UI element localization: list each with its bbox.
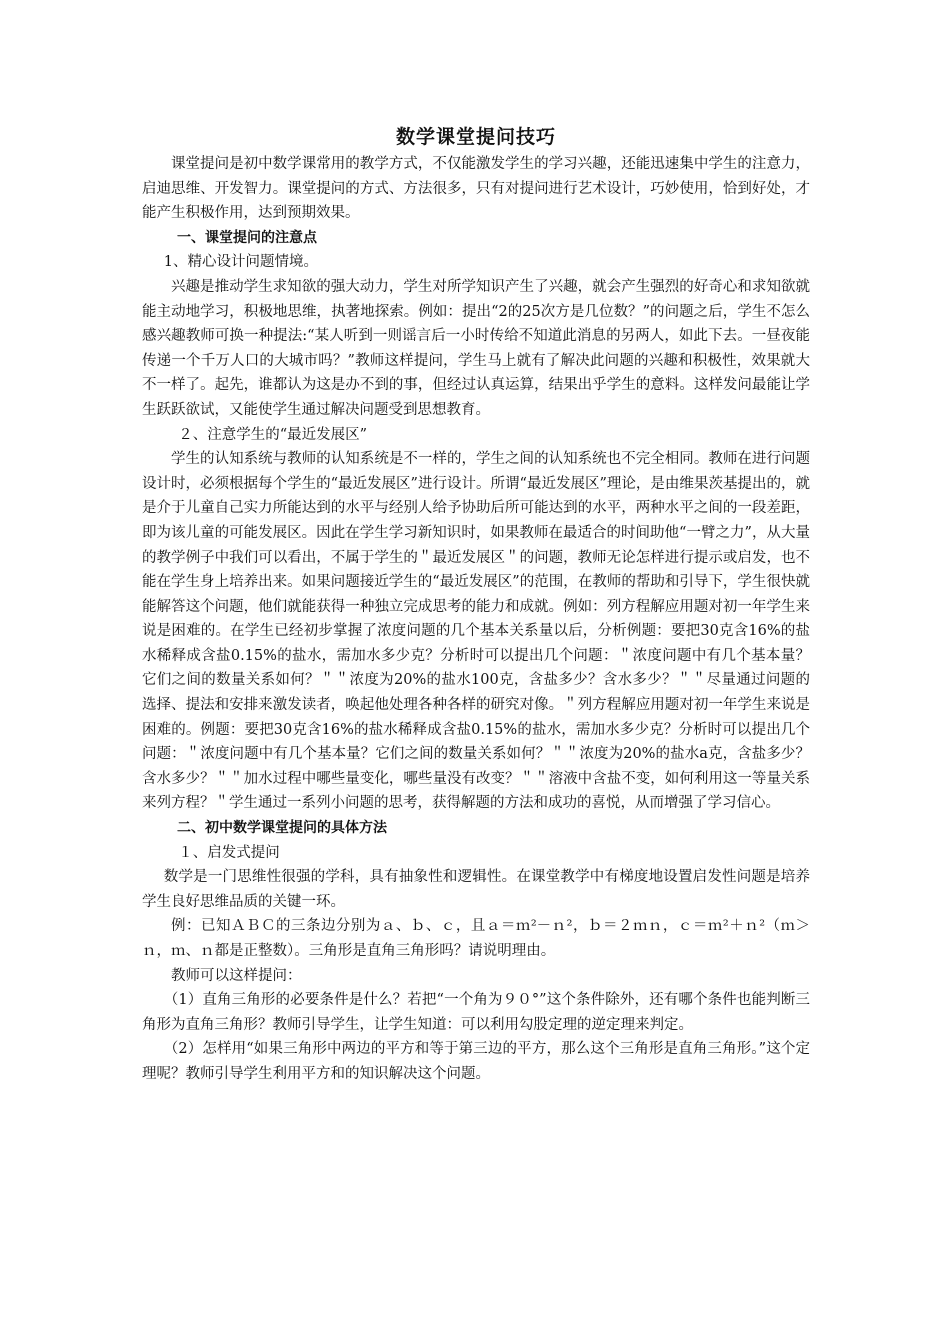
example-paragraph: 例：已知ＡＢＣ的三条边分别为ａ、ｂ、ｃ，且ａ＝ｍ²－ｎ²，ｂ＝２ｍｎ，ｃ＝ｍ²＋ｎ²（ｍ＞ｎ，ｍ、ｎ都是正整数）。三角形是直角三角形吗？请说明理由。 [142,918,810,959]
document-page [142,122,810,1087]
question-item-1: （1）直角三角形的必要条件是什么？若把“一个角为９０°”这个条件除外，还有哪个条件也能判断三角形为直角三角形？教师引导学生，让学生知道：可以利用勾股定理的逆定理来判定。 [142,992,810,1033]
body-paragraph: 数学是一门思维性很强的学科，具有抽象性和逻辑性。在课堂教学中有梯度地设置启发性问题是培养学生良好思维品质的关键一环。 [142,869,810,910]
question-item-2: （2）怎样用“如果三角形中两边的平方和等于第三边的平方，那么这个三角形是直角三角形。”这个定理呢？教师引导学生利用平方和的知识解决这个问题。 [142,1041,810,1082]
subheading-1-2: ２、注意学生的“最近发展区” [178,426,368,443]
document-title: 数学课堂提问技巧 [395,126,556,148]
section-heading-1: 一、课堂提问的注意点 [177,229,317,246]
body-paragraph: 兴趣是推动学生求知欲的强大动力，学生对所学知识产生了兴趣，就会产生强烈的好奇心和求知欲就能主动地学习，积极地思维，执著地探索。例如：提出“2的25次方是几位数？”的问题之后，学生不怎么感兴趣教师可换一种提法:“某人听到一则谣言后一小时传给不知道此消息的另两人，如此下去。一昼夜能传递一个千万人口的大城市吗？”教师这样提问，学生马上就有了解决此问题的兴趣和积极性，效果就大不一样了。起先，谁都认为这是办不到的事，但经过认真运算，结果出乎学生的意料。这样发问最能让学生跃跃欲试，又能使学生通过解决问题受到思想教育。 [142,278,810,418]
body-paragraph: 学生的认知系统与教师的认知系统是不一样的，学生之间的认知系统也不完全相同。教师在进行问题设计时，必须根据每个学生的“最近发展区”进行设计。所谓“最近发展区”理论，是由维果茨基提出的，就是介于儿童自己实力所能达到的水平与经别人给予协助后所可能达到的水平，两种水平之间的一段差距，即为该儿童的可能发展区。因此在学生学习新知识时，如果教师在最适合的时间助他“一臂之力”，从大量的教学例子中我们可以看出，不属于学生的＂最近发展区＂的问题，教师无论怎样进行提示或启发，也不能在学生身上培养出来。如果问题接近学生的“最近发展区”的范围，在教师的帮助和引导下，学生很快就能解答这个问题，他们就能获得一种独立完成思考的能力和成就。例如：列方程解应用题对初一年学生来说是困难的。在学生已经初步掌握了浓度问题的几个基本关系量以后，分析例题：要把30克含16%的盐水稀释成含盐0.15%的盐水，需加水多少克？分析时可以提出几个问题：＂浓度问题中有几个基本量？它们之间的数量关系如何？＂＂浓度为20%的盐水100克，含盐多少？含水多少？＂＂尽量通过问题的选择、提法和安排来激发读者，唤起他处理各种各样的研究对像。＂列方程解应用题对初一年学生来说是困难的。例题：要把30克含16%的盐水稀释成含盐0.15%的盐水，需加水多少克？分析时可以提出几个问题：＂浓度问题中有几个基本量？它们之间的数量关系如何？＂＂浓度为20%的盐水a克，含盐多少？含水多少？＂＂加水过程中哪些量变化，哪些量没有改变？＂＂溶液中含盐不变，如何利用这一等量关系来列方程？＂学生通过一系列小问题的思考，获得解题的方法和成功的喜悦，从而增强了学习信心。 [142,451,810,812]
subheading-2-1: １、启发式提问 [178,844,280,861]
section-heading-2: 二、初中数学课堂提问的具体方法 [177,820,387,837]
subheading-1-1: 1、精心设计问题情境。 [163,254,318,271]
body-paragraph: 教师可以这样提问： [171,967,302,984]
intro-paragraph: 课堂提问是初中数学课常用的教学方式，不仅能激发学生的学习兴趣，还能迅速集中学生的注意力，启迪思维、开发智力。课堂提问的方式、方法很多，只有对提问进行艺术设计，巧妙使用，恰到好处，才能产生积极作用，达到预期效果。 [142,156,810,222]
